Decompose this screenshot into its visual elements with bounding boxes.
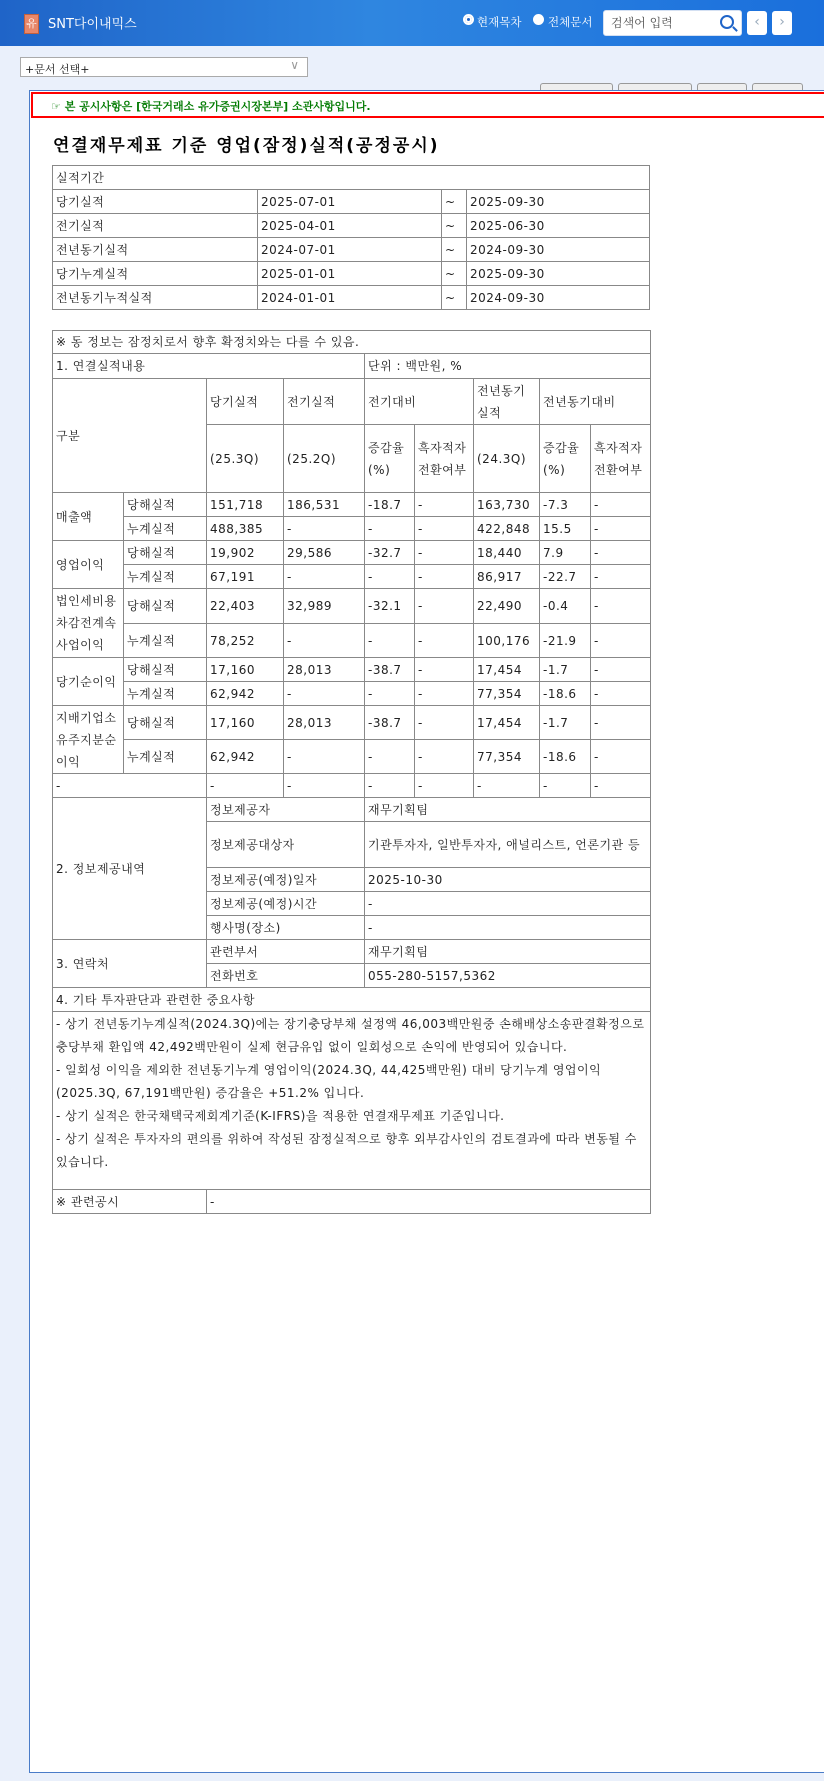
data-cell: -21.9 [540, 624, 591, 658]
data-cell: -18.6 [540, 740, 591, 774]
data-row [53, 517, 651, 541]
data-cell: - [415, 658, 474, 682]
company-logo-icon: 유 [24, 14, 39, 34]
data-cell: - [284, 682, 365, 706]
data-row [53, 682, 651, 706]
search-box [603, 10, 742, 36]
dash-cell: - [365, 774, 415, 798]
data-cell: 29,586 [284, 541, 365, 565]
period-from: 2025-07-01 [258, 190, 442, 214]
next-button[interactable]: › [772, 11, 792, 35]
period-separator: ~ [442, 238, 467, 262]
data-cell: - [365, 624, 415, 658]
data-cell: -38.7 [365, 658, 415, 682]
info-value: - [365, 916, 651, 940]
info-value: 기관투자자, 일반투자자, 애널리스트, 언론기관 등 [365, 822, 651, 868]
row-type: 누계실적 [124, 565, 207, 589]
data-cell: - [415, 541, 474, 565]
data-cell: 17,160 [207, 658, 284, 682]
period-to: 2024-09-30 [467, 238, 650, 262]
header-vs-yoy: 전년동기대비 [540, 379, 651, 425]
data-cell: 151,718 [207, 493, 284, 517]
data-cell: -1.7 [540, 706, 591, 740]
chevron-down-icon: ∨ [290, 58, 299, 72]
header-previous: 전기실적 [284, 379, 365, 425]
data-row [53, 493, 651, 517]
period-row [53, 262, 650, 286]
data-cell: - [591, 541, 651, 565]
prev-button[interactable]: ‹ [747, 11, 767, 35]
data-cell: - [591, 565, 651, 589]
data-cell: - [591, 517, 651, 541]
remark-text: - 상기 전년동기누계실적(2024.3Q)에는 장기충당부채 설정액 46,003백만원중 손해배상소송판결확정으로 충당부채 환입액 42,492백만원이 실제 현금유입 없이 일회성으로 손익에 반영되어 있습니다. [56, 1017, 645, 1054]
data-cell: -18.7 [365, 493, 415, 517]
data-cell: -7.3 [540, 493, 591, 517]
period-label: 당기실적 [53, 190, 258, 214]
data-cell: -32.7 [365, 541, 415, 565]
dash-cell: - [415, 774, 474, 798]
item-name: 법인세비용차감전계속사업이익 [53, 589, 124, 658]
document-select-value: +문서 선택+ [25, 63, 90, 76]
data-cell: 7.9 [540, 541, 591, 565]
data-cell: -18.6 [540, 682, 591, 706]
data-row [53, 541, 651, 565]
info-value: 재무기획팀 [365, 798, 651, 822]
section1-row [53, 354, 651, 379]
remarks-row [53, 1012, 651, 1190]
remark-text: - 상기 실적은 한국채택국제회계기준(K-IFRS)을 적용한 연결재무제표 기준입니다. [56, 1109, 505, 1123]
related-label: ※ 관련공시 [53, 1190, 207, 1214]
document-select[interactable] [20, 57, 308, 77]
data-row [53, 624, 651, 658]
section1-title: 1. 연결실적내용 [53, 354, 365, 379]
remarks-cell [53, 1012, 651, 1190]
data-cell: - [365, 565, 415, 589]
data-cell: - [365, 740, 415, 774]
dash-row [53, 774, 651, 798]
data-cell: 488,385 [207, 517, 284, 541]
data-cell: - [591, 493, 651, 517]
data-cell: 28,013 [284, 706, 365, 740]
search-icon[interactable] [720, 15, 734, 29]
period-header-row [53, 166, 650, 190]
radio-all-docs[interactable] [533, 14, 544, 25]
data-cell: 22,490 [474, 589, 540, 624]
data-cell: - [284, 517, 365, 541]
row-type: 누계실적 [124, 517, 207, 541]
results-table [52, 330, 651, 1214]
subheader-turn: 흑자적자전환여부 [415, 425, 474, 493]
period-separator: ~ [442, 190, 467, 214]
section4-title: 4. 기타 투자판단과 관련한 중요사항 [53, 988, 651, 1012]
period-label: 당기누계실적 [53, 262, 258, 286]
header-vs-previous: 전기대비 [365, 379, 474, 425]
data-cell: - [415, 589, 474, 624]
dash-cell: - [540, 774, 591, 798]
section3-title: 3. 연락처 [53, 940, 207, 988]
data-cell: - [415, 706, 474, 740]
header-current: 당기실적 [207, 379, 284, 425]
period-from: 2025-04-01 [258, 214, 442, 238]
dash-cell: - [53, 774, 207, 798]
period-label: 전년동기실적 [53, 238, 258, 262]
contact-value: 055-280-5157,5362 [365, 964, 651, 988]
data-cell: 32,989 [284, 589, 365, 624]
period-row [53, 238, 650, 262]
remark-text: - 상기 실적은 투자자의 편의를 위하여 작성된 잠정실적으로 향후 외부감사인의 검토결과에 따라 변동될 수 있습니다. [56, 1132, 637, 1169]
dash-cell: - [474, 774, 540, 798]
data-row [53, 706, 651, 740]
unit-label: 단위 : 백만원, % [365, 354, 651, 379]
data-cell: 17,454 [474, 658, 540, 682]
period-to: 2025-06-30 [467, 214, 650, 238]
period-row [53, 214, 650, 238]
data-cell: 15.5 [540, 517, 591, 541]
period-row [53, 286, 650, 310]
data-cell: 17,160 [207, 706, 284, 740]
section4-row [53, 988, 651, 1012]
data-cell: -1.7 [540, 658, 591, 682]
period-to: 2025-09-30 [467, 190, 650, 214]
item-name: 당기순이익 [53, 658, 124, 706]
data-cell: - [591, 706, 651, 740]
data-cell: - [365, 517, 415, 541]
data-cell: 62,942 [207, 682, 284, 706]
contact-row [53, 940, 651, 964]
info-value: - [365, 892, 651, 916]
period-to: 2025-09-30 [467, 262, 650, 286]
data-cell: - [415, 624, 474, 658]
app-header [0, 0, 824, 46]
period-label: 전기실적 [53, 214, 258, 238]
jurisdiction-notice: ☞ 본 공시사항은 [한국거래소 유가증권시장본부] 소관사항입니다. [31, 92, 824, 118]
remark-text: - 일회성 이익을 제외한 전년동기누계 영업이익(2024.3Q, 44,425백만원) 대비 당기누계 영업이익(2025.3Q, 67,191백만원) 증감율은 +51.2% 입니다. [56, 1063, 602, 1100]
period-to: 2024-09-30 [467, 286, 650, 310]
data-cell: 77,354 [474, 740, 540, 774]
data-cell: 18,440 [474, 541, 540, 565]
row-type: 당해실적 [124, 493, 207, 517]
data-cell: 78,252 [207, 624, 284, 658]
header-gubun: 구분 [53, 379, 207, 493]
contact-label: 관련부서 [207, 940, 365, 964]
info-label: 행사명(장소) [207, 916, 365, 940]
info-value: 2025-10-30 [365, 868, 651, 892]
item-name: 지배기업소유주지분순이익 [53, 706, 124, 774]
period-separator: ~ [442, 262, 467, 286]
data-cell: - [591, 624, 651, 658]
note-row [53, 331, 651, 354]
subheader-prev-sub: (25.2Q) [284, 425, 365, 493]
data-cell: 22,403 [207, 589, 284, 624]
contact-label: 전화번호 [207, 964, 365, 988]
related-value: - [207, 1190, 651, 1214]
section2-title: 2. 정보제공내역 [53, 798, 207, 940]
data-cell: 67,191 [207, 565, 284, 589]
data-cell: - [415, 565, 474, 589]
data-cell: 19,902 [207, 541, 284, 565]
dash-cell: - [207, 774, 284, 798]
period-from: 2024-01-01 [258, 286, 442, 310]
item-name: 영업이익 [53, 541, 124, 589]
header-row [53, 379, 651, 425]
subheader-cur-sub: (25.3Q) [207, 425, 284, 493]
data-cell: -38.7 [365, 706, 415, 740]
data-cell: 163,730 [474, 493, 540, 517]
data-cell: 62,942 [207, 740, 284, 774]
data-cell: - [284, 624, 365, 658]
data-cell: 28,013 [284, 658, 365, 682]
dash-cell: - [591, 774, 651, 798]
data-cell: - [415, 493, 474, 517]
row-type: 당해실적 [124, 589, 207, 624]
data-cell: -0.4 [540, 589, 591, 624]
data-cell: 422,848 [474, 517, 540, 541]
data-cell: - [415, 682, 474, 706]
row-type: 당해실적 [124, 541, 207, 565]
data-cell: - [415, 517, 474, 541]
subheader-turn2: 흑자적자전환여부 [591, 425, 651, 493]
data-cell: -32.1 [365, 589, 415, 624]
data-cell: 186,531 [284, 493, 365, 517]
subheader-rate2: 증감율(%) [540, 425, 591, 493]
data-row [53, 658, 651, 682]
subheader-rate: 증감율(%) [365, 425, 415, 493]
info-row [53, 798, 651, 822]
data-cell: - [365, 682, 415, 706]
period-table [52, 165, 650, 310]
related-row [53, 1190, 651, 1214]
data-cell: 86,917 [474, 565, 540, 589]
subheader-yoy-sub: (24.3Q) [474, 425, 540, 493]
header-yoy: 전년동기실적 [474, 379, 540, 425]
row-type: 당해실적 [124, 658, 207, 682]
provisional-note: ※ 동 정보는 잠정치로서 향후 확정치와는 다를 수 있음. [53, 331, 651, 354]
row-type: 당해실적 [124, 706, 207, 740]
item-name: 매출액 [53, 493, 124, 541]
info-label: 정보제공대상자 [207, 822, 365, 868]
page-title: 연결재무제표 기준 영업(잠정)실적(공정공시) [53, 136, 440, 156]
info-label: 정보제공자 [207, 798, 365, 822]
period-from: 2025-01-01 [258, 262, 442, 286]
data-cell: - [591, 740, 651, 774]
data-cell: 17,454 [474, 706, 540, 740]
info-label: 정보제공(예정)시간 [207, 892, 365, 916]
period-row [53, 190, 650, 214]
data-cell: 77,354 [474, 682, 540, 706]
period-header: 실적기간 [53, 166, 650, 190]
period-separator: ~ [442, 214, 467, 238]
data-cell: - [591, 682, 651, 706]
data-cell: - [591, 589, 651, 624]
data-cell: - [284, 565, 365, 589]
period-from: 2024-07-01 [258, 238, 442, 262]
data-cell: -22.7 [540, 565, 591, 589]
data-cell: - [415, 740, 474, 774]
row-type: 누계실적 [124, 624, 207, 658]
radio-current-toc-label[interactable]: 현재목차 [477, 15, 522, 29]
period-label: 전년동기누적실적 [53, 286, 258, 310]
info-label: 정보제공(예정)일자 [207, 868, 365, 892]
data-row [53, 740, 651, 774]
period-separator: ~ [442, 286, 467, 310]
data-cell: 100,176 [474, 624, 540, 658]
dash-cell: - [284, 774, 365, 798]
row-type: 누계실적 [124, 740, 207, 774]
data-row [53, 565, 651, 589]
data-row [53, 589, 651, 624]
search-input[interactable] [604, 11, 704, 35]
data-cell: - [284, 740, 365, 774]
contact-value: 재무기획팀 [365, 940, 651, 964]
data-cell: - [591, 658, 651, 682]
company-title: SNT다이내믹스 [48, 17, 137, 32]
radio-current-toc[interactable] [463, 14, 474, 25]
radio-all-docs-label[interactable]: 전체문서 [548, 15, 593, 29]
row-type: 누계실적 [124, 682, 207, 706]
